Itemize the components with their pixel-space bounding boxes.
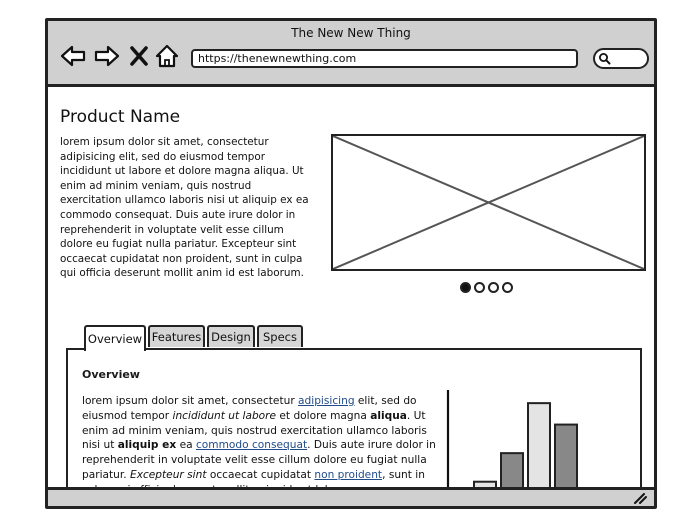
text-run: . Ut enim ad minim veniam, quis nostrud exercitation ullamco laboris nisi ut <box>82 409 427 452</box>
window-title: The New New Thing <box>291 26 411 40</box>
overview-text <box>82 394 440 494</box>
carousel-dot[interactable] <box>502 282 513 293</box>
inline-link[interactable]: non proident <box>314 468 383 481</box>
bold-text: aliqua <box>370 409 407 422</box>
text-run: . Duis aute irure dolor in reprehenderit in voluptate velit esse cillum dolore eu fugiat nulla pariatur. <box>82 439 436 481</box>
tab-panel-overview <box>66 348 642 494</box>
tab-overview[interactable]: Overview <box>84 325 146 351</box>
stop-button[interactable] <box>128 43 150 69</box>
inline-link[interactable]: commodo consequat <box>195 439 308 452</box>
home-button[interactable] <box>153 43 181 69</box>
address-bar[interactable]: https://thenewnewthing.com <box>191 49 578 68</box>
search-icon <box>598 52 612 66</box>
status-bar <box>48 487 654 506</box>
forward-button[interactable] <box>93 43 121 69</box>
resize-grip-icon[interactable] <box>632 491 648 505</box>
arrow-right-icon <box>93 43 121 69</box>
product-description: lorem ipsum dolor sit amet, consectetur adipisicing elit, sed do eiusmod tempor incididunt ut labore et dolore magna aliqua. Ut enim ad minim veniam, quis nostrud exercitation ullamco laboris nisi ut aliquip ex ea commodo consequat. Duis aute irure dolor in reprehenderit in voluptate velit esse cillum dolore eu fugiat nulla pariatur. Excepteur sint occaecat cupidatat non proident, sunt in culpa qui officia deserunt mollit anim id est laborum. <box>60 136 309 280</box>
tab-specs[interactable]: Specs <box>257 325 303 347</box>
chart-bar <box>555 425 577 494</box>
back-button[interactable] <box>59 43 87 69</box>
carousel-dot[interactable] <box>488 282 499 293</box>
product-image-placeholder <box>331 134 646 271</box>
close-icon <box>128 43 150 69</box>
text-run: ea <box>176 439 196 452</box>
text-run: lorem ipsum dolor sit amet, consectetur <box>82 395 299 407</box>
italic-text: Excepteur sint <box>130 468 207 481</box>
overview-heading: Overview <box>82 368 140 381</box>
home-icon <box>153 43 181 69</box>
arrow-left-icon <box>59 43 87 69</box>
image-placeholder-icon <box>333 136 644 269</box>
inline-link[interactable]: adipisicing <box>298 395 355 407</box>
text-run: , sunt in <box>382 468 425 481</box>
text-run: et dolore magna <box>276 409 371 422</box>
tab-features[interactable]: Features <box>148 325 205 347</box>
carousel-dot[interactable] <box>460 282 471 293</box>
browser-toolbar <box>48 21 654 87</box>
carousel-dot[interactable] <box>474 282 485 293</box>
search-box[interactable] <box>593 48 649 69</box>
italic-text: incididunt ut labore <box>172 409 277 422</box>
tab-design[interactable]: Design <box>207 325 255 347</box>
chart-bar <box>528 403 550 494</box>
product-title: Product Name <box>60 107 181 127</box>
carousel-pagination <box>460 282 513 293</box>
text-run: elit, sed do eiusmod tempor <box>82 395 417 422</box>
bold-text: aliquip ex <box>117 439 177 452</box>
text-run: occaecat cupidatat <box>206 468 315 481</box>
browser-window <box>45 18 657 509</box>
overview-bar-chart <box>446 390 636 494</box>
